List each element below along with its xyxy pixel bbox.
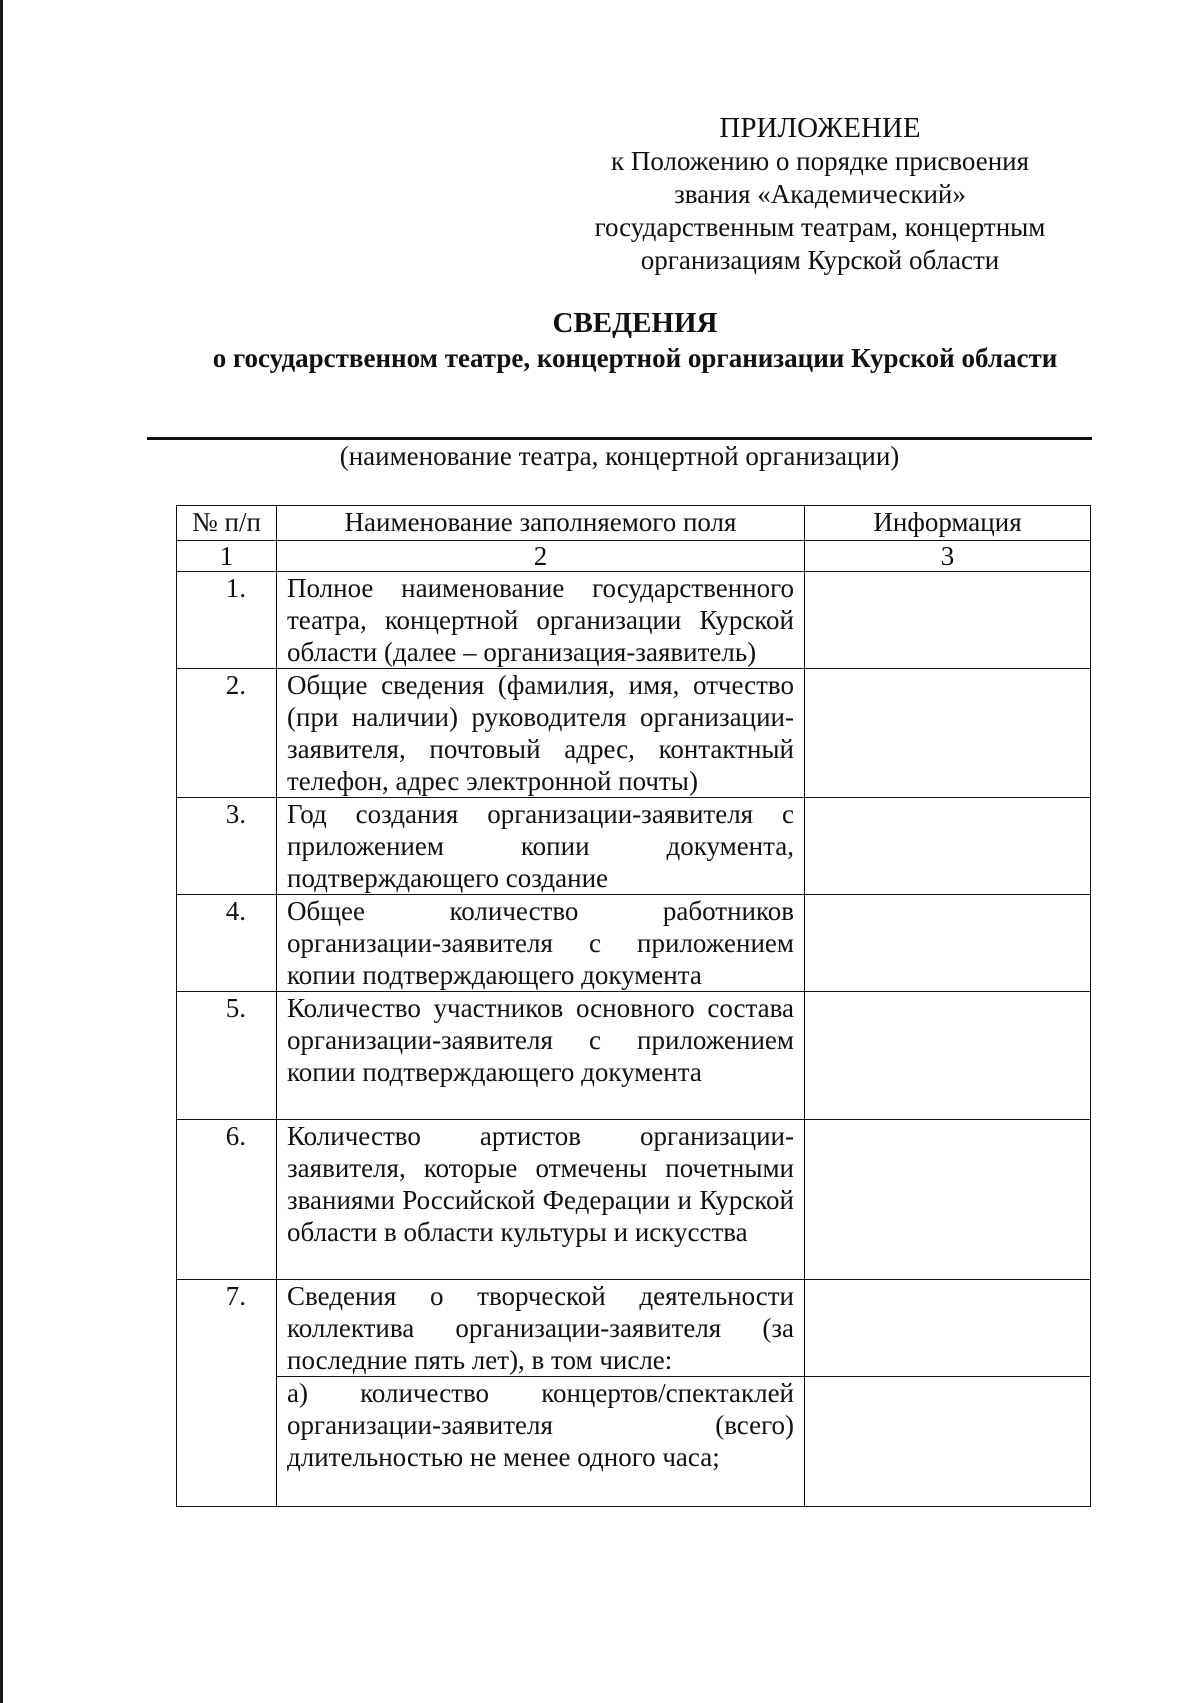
appendix-heading: ПРИЛОЖЕНИЕ: [719, 112, 921, 144]
info-table: [176, 505, 1091, 1507]
table-row: [177, 572, 1091, 669]
field-name: Общее количество работников организации-заявителя с приложением копии подтверждающего документа: [277, 895, 805, 992]
document-title: СВЕДЕНИЯ: [552, 307, 718, 339]
column-index: 2: [277, 541, 805, 572]
field-name: Сведения о творческой деятельности коллектива организации-заявителя (за последние пять лет), в том числе:: [277, 1280, 805, 1377]
field-name: Год создания организации-заявителя с приложением копии документа, подтверждающего создание: [277, 798, 805, 895]
info-cell[interactable]: [805, 1120, 1091, 1280]
scan-edge: [0, 0, 3, 1703]
row-number: 1.: [177, 572, 277, 669]
table-row: [177, 798, 1091, 895]
document-subtitle: о государственном театре, концертной организации Курской области: [212, 343, 1058, 373]
table-row: [177, 669, 1091, 798]
row-number: 6.: [177, 1120, 277, 1280]
column-index: 3: [805, 541, 1091, 572]
row-number: 3.: [177, 798, 277, 895]
field-name: Полное наименование государственного театра, концертной организации Курской области (далее – организация-заявитель): [277, 572, 805, 669]
column-header: Информация: [805, 506, 1091, 541]
info-cell[interactable]: [805, 572, 1091, 669]
org-name-caption: (наименование театра, концертной организации): [339, 441, 900, 471]
table-row: [177, 992, 1091, 1120]
table-row: [177, 1120, 1091, 1280]
row-number: 7.: [177, 1280, 277, 1507]
table-row: [177, 1377, 1091, 1507]
info-cell[interactable]: [805, 1280, 1091, 1377]
table-header-row: [177, 506, 1091, 541]
info-cell[interactable]: [805, 798, 1091, 895]
info-cell[interactable]: [805, 669, 1091, 798]
field-name: Общие сведения (фамилия, имя, отчество (при наличии) руководителя организации-заявителя, почтовый адрес, контактный телефон, адрес электронной почты): [277, 669, 805, 798]
info-cell[interactable]: [805, 992, 1091, 1120]
row-number: 2.: [177, 669, 277, 798]
table-index-row: [177, 541, 1091, 572]
table-row: [177, 895, 1091, 992]
table-row: [177, 1280, 1091, 1377]
column-header: Наименование заполняемого поля: [277, 506, 805, 541]
row-number: 4.: [177, 895, 277, 992]
field-name: Количество участников основного состава организации-заявителя с приложением копии подтверждающего документа: [277, 992, 805, 1120]
field-name: а) количество концертов/спектаклей организации-заявителя (всего) длительностью не менее одного часа;: [277, 1377, 805, 1507]
field-name: Количество артистов организации-заявителя, которые отмечены почетными званиями Российской Федерации и Курской области в области культуры и искусства: [277, 1120, 805, 1280]
appendix-line: звания «Академический»: [674, 179, 966, 209]
appendix-line: к Положению о порядке присвоения: [610, 146, 1030, 176]
column-index: 1: [177, 541, 277, 572]
info-cell[interactable]: [805, 1377, 1091, 1507]
column-header: № п/п: [177, 506, 277, 541]
appendix-block: [560, 112, 1080, 277]
appendix-line: организациям Курской области: [640, 245, 1000, 275]
row-number: 5.: [177, 992, 277, 1120]
org-name-line: [147, 437, 1092, 440]
info-cell[interactable]: [805, 895, 1091, 992]
appendix-line: государственным театрам, концертным: [594, 212, 1046, 242]
